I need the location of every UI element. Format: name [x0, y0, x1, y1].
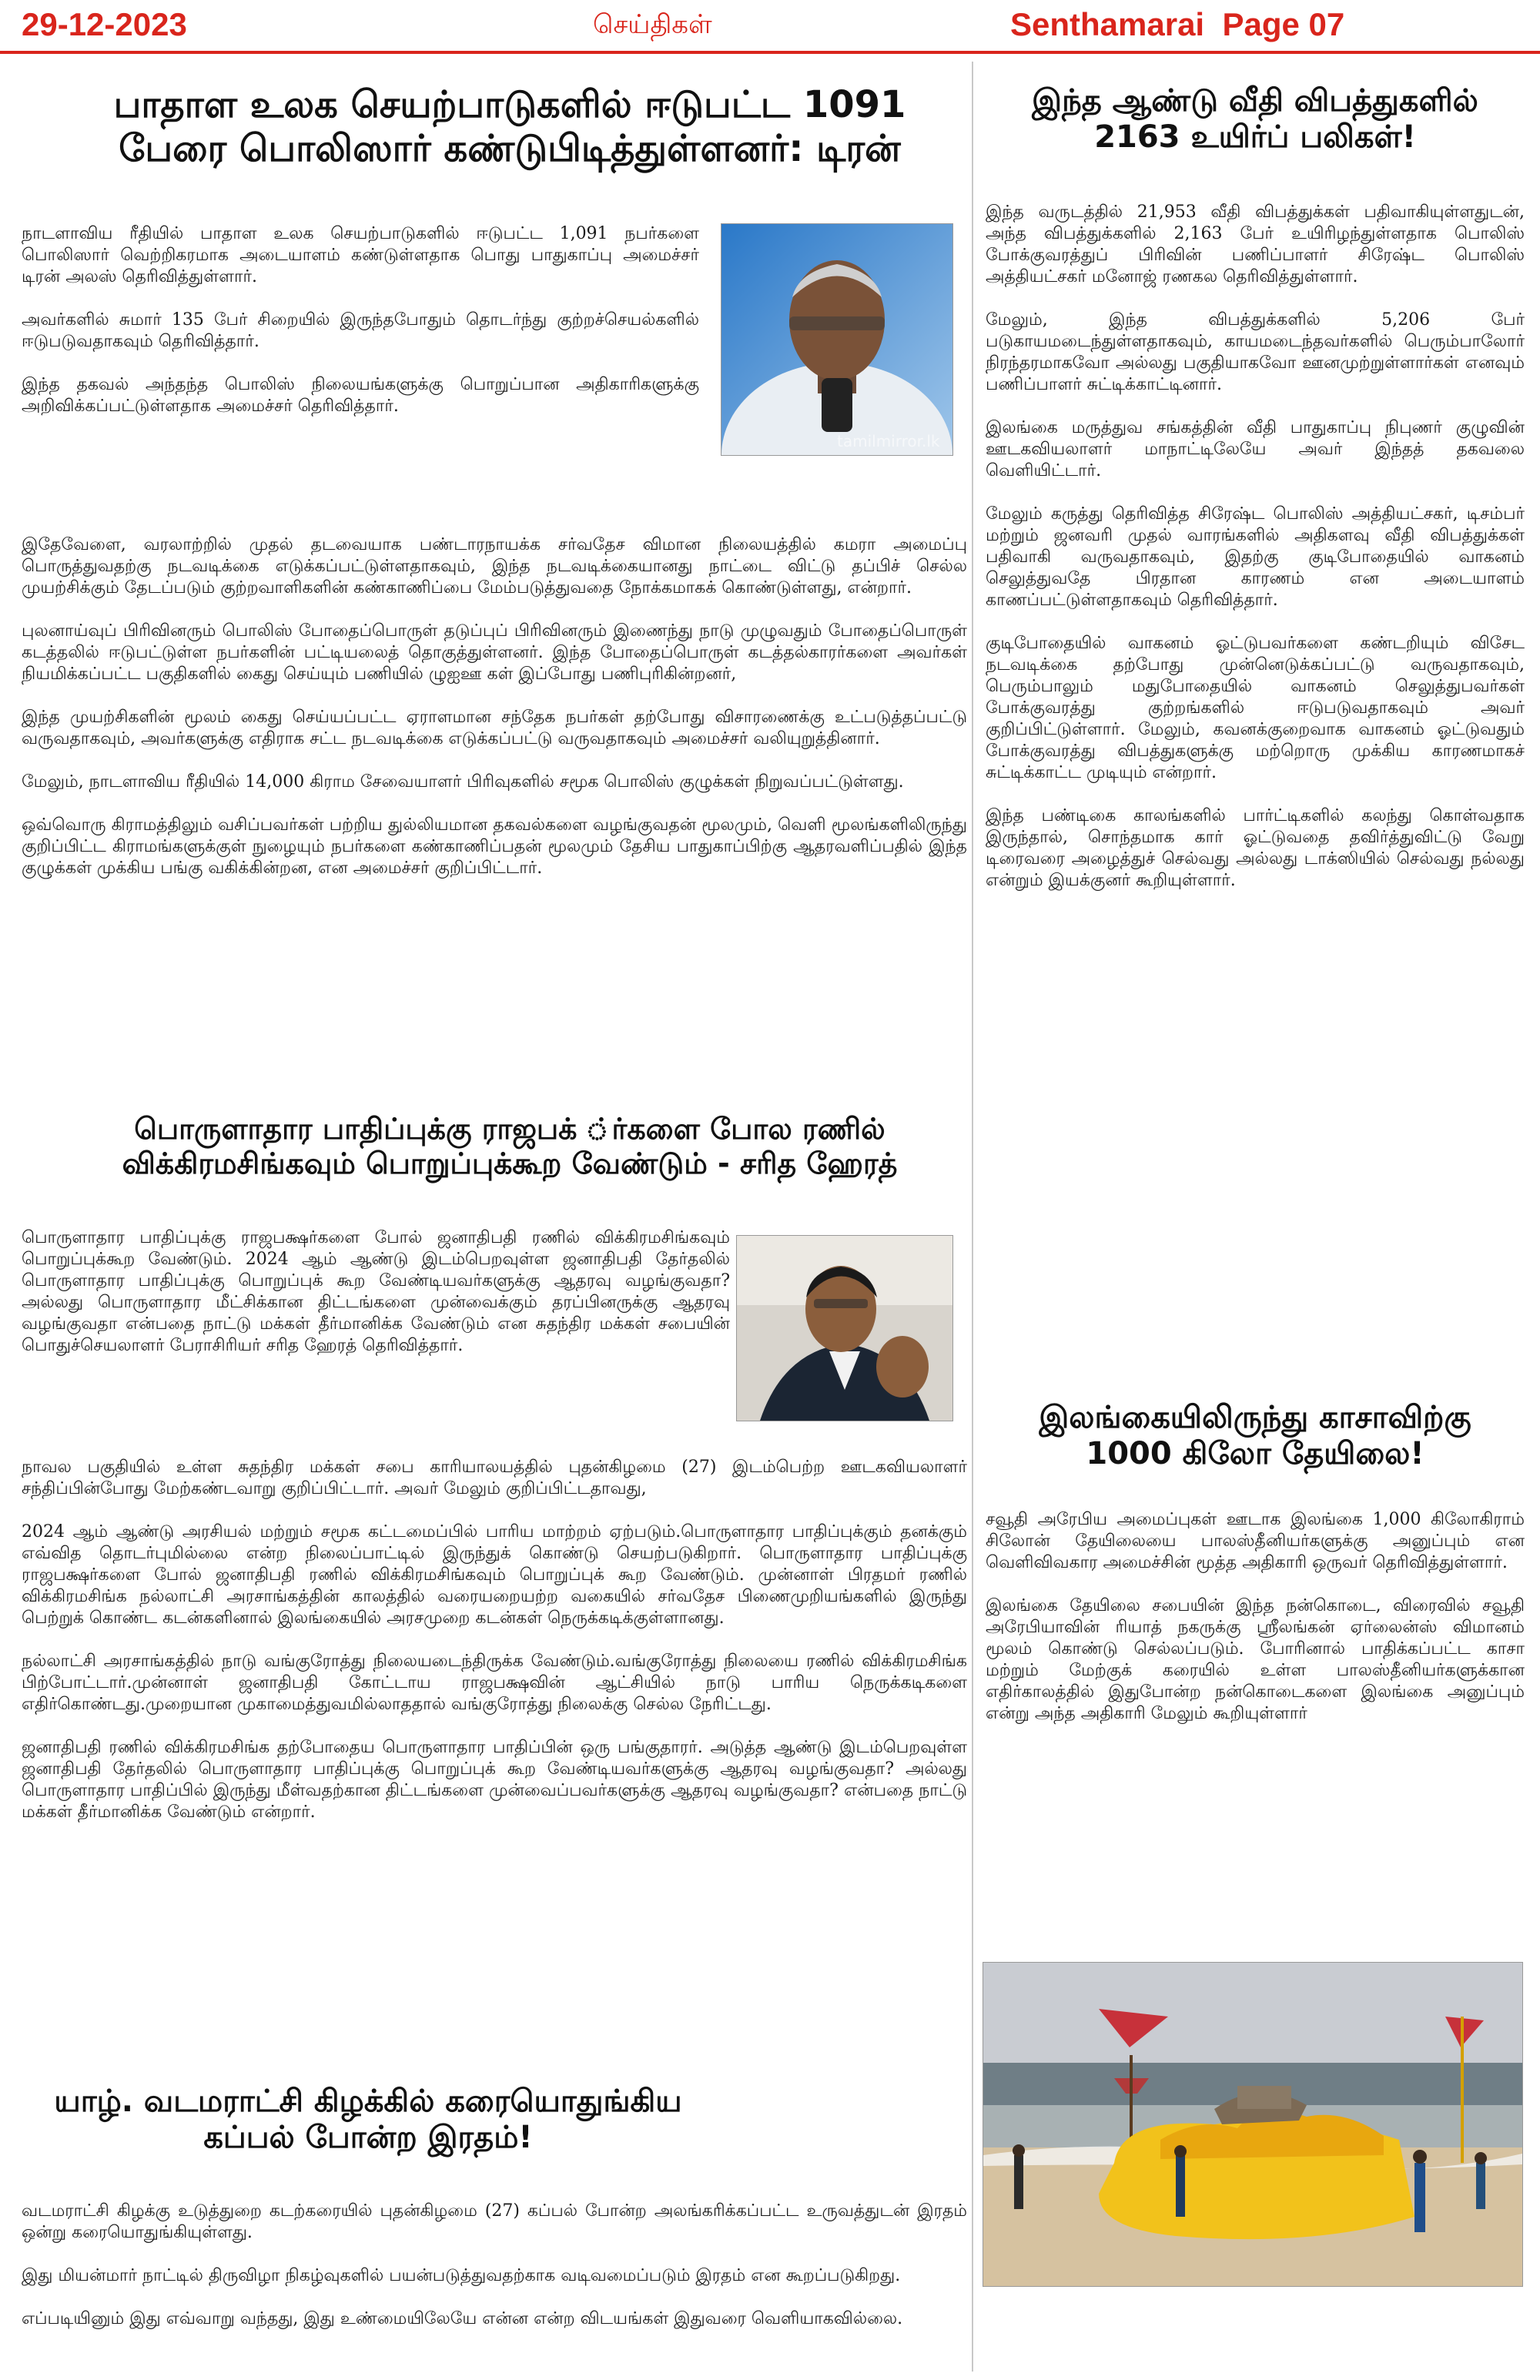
article3-body: [22, 2201, 967, 2352]
article-paragraph: இது மியன்மார் நாட்டில் திருவிழா நிகழ்வுகளில் பயன்படுத்துவதற்காக வடிவமைப்படும் இரதம் என கூறப்படுகிறது.: [22, 2266, 901, 2285]
page-header: [0, 0, 1540, 55]
article-underworld-arrests: [22, 83, 967, 170]
article-paragraph: நல்லாட்சி அரசாங்கத்தில் நாடு வங்குரோத்து நிலையடைந்திருக்க வேண்டும்.வங்குரோத்து நிலையை ரணில் விக்கிரமசிங்க பிற்போட்டார்.முன்னாள் ஜனாதிபதி கோட்டாய ராஜபக்ஷவின் ஆட்சியில் நாடு பாரிய நெருக்கடிகளை எதிர்கொண்டது.முறையான முகாமைத்துவமில்லாததால் வங்குரோத்து நிலைக்கு செல்ல நேரிட்டது.: [22, 1652, 967, 1714]
article-paragraph: நாடளாவிய ரீதியில் பாதாள உலக செயற்பாடுகளில் ஈடுபட்ட 1,091 நபர்களை பொலிஸார் வெற்றிகரமாக அடையாளம் கண்டுள்ளதாக பொது பாதுகாப்பு அமைச்சர் டிரன் அலஸ் தெரிவித்துள்ளார்.: [22, 224, 699, 286]
header-rule: [0, 51, 1540, 54]
article-paragraph: மேலும், இந்த விபத்துக்களில் 5,206 பேர் படுகாயமடைந்துள்ளதாகவும், காயமடைந்தவர்களில் பெரும்பாலோர் நிரந்தரமாகவோ அல்லது பகுதியாகவோ ஊனமுற்றுள்ளார்கள் எனவும் பணிப்பாளர் சுட்டிக்காட்டினார்.: [986, 310, 1525, 394]
article-paragraph: வடமராட்சி கிழக்கு உடுத்துறை கடற்கரையில் புதன்கிழமை (27) கப்பல் போன்ற அலங்கரிக்கப்பட்ட உருவத்துடன் இரதம் ஒன்று கரையொதுங்கியுள்ளது.: [22, 2201, 967, 2242]
professor-portrait-image: [737, 1236, 952, 1421]
article-stranded-chariot: [22, 2084, 715, 2156]
article-paragraph: இந்த முயற்சிகளின் மூலம் கைது செய்யப்பட்ட ஏராளமான சந்தேக நபர்கள் தற்போது விசாரணைக்கு உட்படுத்தப்பட்டு வருவதாகவும், அவர்களுக்கு எதிராக சட்ட நடவடிக்கை எடுக்கப்பட்டு வருவதாகவும் அமைச்சர் வலியுறுத்தினார்.: [22, 708, 967, 748]
article-headline: யாழ். வடமராட்சி கிழக்கில் கரையொதுங்கிய கப்பல் போன்ற இரதம்!: [54, 2084, 682, 2156]
article-paragraph: எப்படியினும் இது எவ்வாறு வந்தது, இது உண்மையிலேயே என்ன என்ற விடயங்கள் இதுவரை வெளியாகவில்லை.: [22, 2309, 903, 2328]
article-paragraph: நாவல பகுதியில் உள்ள சுதந்திர மக்கள் சபை காரியாலயத்தில் புதன்கிழமை (27) இடம்பெற்ற ஊடகவியலாளர் சந்திப்பின்போது மேற்கண்டவாறு குறிப்பிட்டார். அவர் மேலும் குறிப்பிட்டதாவது,: [22, 1458, 967, 1498]
article-paragraph: 2024 ஆம் ஆண்டு அரசியல் மற்றும் சமூக கட்டமைப்பில் பாரிய மாற்றம் ஏற்படும்.பொருளாதார பாதிப்புக்கும் தனக்கும் எவ்வித தொடர்புமில்லை என்ற நிலைப்பாட்டில் இருந்துக் கொண்டு செயற்படுகிறார். பொருளாதார பாதிப்புக்கு ராஜபக்ஷர்களை போல் ஜனாதிபதி ரணில் விக்கிரமசிங்கவும் பொறுப்புக் கூற வேண்டும். முன்னாள் பிரதமர் ரணில் விக்கிரமசிங்க நல்லாட்சி அரசாங்கத்தின் காலத்தில் வரையறையற்ற வகையில் சர்வதேச பிணைமுறியங்களில் இருந்து பெற்றுக் கொண்ட கடன்களினால் இலங்கையில் அரசமுறை கடன்கள் நெருக்கடிக்குள்ளானது.: [22, 1522, 967, 1628]
article-paragraph: குடிபோதையில் வாகனம் ஓட்டுபவர்களை கண்டறியும் விசேட நடவடிக்கை தற்போது முன்னெடுக்கப்பட்டு வருவதாகவும், பெரும்பாலும் மதுபோதையில் வாகனம் செலுத்துபவர்கள் போக்குவரத்து குற்றங்களில் ஈடுபடுவதாகவும் அவர் குறிப்பிட்டுள்ளார். மேலும், கவனக்குறைவாக வாகனம் ஓட்டுவதும் போக்குவரத்து விபத்துகளுக்கு மற்றொரு முக்கிய காரணமாகச் சுட்டிக்காட்ட முடியும் என்றார்.: [986, 634, 1525, 782]
article2-body-bottom: [22, 1457, 967, 1845]
article2-body-top: [22, 1227, 730, 1378]
article-paragraph: இந்த வருடத்தில் 21,953 வீதி விபத்துக்கள் பதிவாகியுள்ளதுடன், அந்த விபத்துக்களில் 2,163 பேர் உயிரிழந்துள்ளதாக பொலிஸ் போக்குவரத்துப் பிரிவின் பணிப்பாளர் சிரேஷ்ட பொலிஸ் அத்தியட்சகர் மனோஜ் ரணகல தெரிவித்துள்ளார்.: [986, 203, 1525, 286]
article-headline: பாதாள உலக செயற்பாடுகளில் ஈடுபட்ட 1091 பேரை பொலிஸார் கண்டுபிடித்துள்ளனர்: டிரன்: [113, 83, 906, 170]
article-paragraph: இதேவேளை, வரலாற்றில் முதல் தடவையாக பண்டாரநாயக்க சர்வதேச விமான நிலையத்தில் கமரா அமைப்பு பொருத்துவதற்கு நடவடிக்கை எடுக்கப்பட்டுள்ளதாகவும், இந்த நடவடிக்கையானது நாட்டை விட்டு தப்பிச் செல்ல முயற்சிக்கும் தேடப்படும் குற்றவாளிகளின் கண்காணிப்பை மேம்படுத்துவதை நோக்கமாகக் கொண்டுள்ளது, என்றார்.: [22, 535, 967, 598]
article-paragraph: அவர்களில் சுமார் 135 பேர் சிறையில் இருந்தபோதும் தொடர்ந்து குற்றச்செயல்களில் ஈடுபடுவதாகவும் தெரிவித்தார்.: [22, 310, 699, 351]
article-paragraph: மேலும், நாடளாவிய ரீதியில் 14,000 கிராம சேவையாளர் பிரிவுகளில் சமூக பொலிஸ் குழுக்கள் நிறுவப்பட்டுள்ளது.: [22, 772, 904, 792]
article1-body-bottom: [22, 534, 967, 901]
article4-body: [986, 202, 1525, 913]
minister-photo: [721, 223, 953, 456]
article-paragraph: புலனாய்வுப் பிரிவினரும் பொலிஸ் போதைப்பொருள் தடுப்புப் பிரிவினரும் இணைந்து நாடு முழுவதும் போதைப்பொருள் கடத்தலில் ஈடுபட்டுள்ள நபர்களின் பட்டியலைத் தொகுத்துள்ளனர். இந்த போதைப்பொருள் கடத்தல்காரர்களை அவர்கள் நியமிக்கப்பட்ட பகுதிகளில் கைது செய்யும் பணியில் ழுஐஊ கள் இப்போது பணிபுரிகின்றனர்,: [22, 621, 967, 684]
article-paragraph: இந்த பண்டிகை காலங்களில் பார்ட்டிகளில் கலந்து கொள்வதாக இருந்தால், சொந்தமாக கார் ஓட்டுவதை தவிர்த்துவிட்டு வேறு டிரைவரை அழைத்துச் செல்வது அல்லது டாக்ஸியில் செல்வது நல்லது என்றும் இயக்குனர் கூறியுள்ளார்.: [986, 806, 1525, 890]
article-paragraph: இந்த தகவல் அந்தந்த பொலிஸ் நிலையங்களுக்கு பொறுப்பான அதிகாரிகளுக்கு அறிவிக்கப்பட்டுள்ளதாக அமைச்சர் தெரிவித்தார்.: [22, 375, 699, 416]
professor-photo: [736, 1235, 953, 1421]
chariot-on-beach-image: [983, 1963, 1522, 2286]
minister-portrait-image: [721, 224, 952, 455]
article-paragraph: மேலும் கருத்து தெரிவித்த சிரேஷ்ட பொலிஸ் அத்தியட்சகர், டிசம்பர் மற்றும் ஜனவரி முதல் வாரங்களில் அதிகளவு வீதி விபத்துக்கள் பதிவாகி வருவதாகவும், இதற்கு குடிபோதையில் வாகனம் செலுத்துவதே பிரதான காரணம் என அடையாளம் காணப்பட்டுள்ளதாகவும் தெரிவித்தார்.: [986, 504, 1525, 610]
section-label: செய்திகள்: [593, 9, 712, 40]
article-headline: இலங்கையிலிருந்து காசாவிற்கு 1000 கிலோ தேயிலை!: [1039, 1400, 1471, 1472]
article-headline: இந்த ஆண்டு வீதி விபத்துகளில் 2163 உயிர்ப் பலிகள்!: [1032, 83, 1478, 156]
article-paragraph: ஜனாதிபதி ரணில் விக்கிரமசிங்க தற்போதைய பொருளாதார பாதிப்பின் ஒரு பங்குதாரர். அடுத்த ஆண்டு இடம்பெறவுள்ள ஜனாதிபதி தேர்தலில் பொருளாதார பாதிப்புக்கு பொறுப்புக் கூற வேண்டியவர்களுக்கு ஆதரவு வழங்குவதா? அல்லது பொருளாதார பாதிப்பில் இருந்து மீள்வதற்கான திட்டங்களை முன்வைப்பவர்களுக்கு ஆதரவு வழங்குவதா? என்பதை நாட்டு மக்கள் தீர்மானிக்க வேண்டும் என்றார்.: [22, 1738, 967, 1822]
article-tea-to-gaza: [986, 1400, 1525, 1472]
article-paragraph: பொருளாதார பாதிப்புக்கு ராஜபக்ஷர்களை போல் ஜனாதிபதி ரணில் விக்கிரமசிங்கவும் பொறுப்புக்கூற வேண்டும். 2024 ஆம் ஆண்டு இடம்பெறவுள்ள ஜனாதிபதி தேர்தலில் பொருளாதார பாதிப்புக்கு பொறுப்புக் கூற வேண்டியவர்களுக்கு ஆதரவு வழங்குவதா? அல்லது பொருளாதார மீட்சிக்கான திட்டங்களை முன்வைக்கும் தரப்பினருக்கு ஆதரவு வழங்குவதா என்பதை நாட்டு மக்கள் தீர்மானிக்க வேண்டும் என சுதந்திர மக்கள் சபையின் பொதுச்செயலாளர் பேராசிரியர் சரித ஹேரத் தெரிவித்தார்.: [22, 1228, 730, 1355]
column-divider: [972, 62, 973, 2372]
issue-date: 29-12-2023: [22, 6, 187, 42]
article-paragraph: சவூதி அரேபிய அமைப்புகள் ஊடாக இலங்கை 1,000 கிலோகிராம் சிலோன் தேயிலையை பாலஸ்தீனியர்களுக்கு அனுப்பும் என வெளிவிவகார அமைச்சின் மூத்த அதிகாரி ஒருவர் தெரிவித்துள்ளார்.: [986, 1510, 1525, 1572]
article-economic-accountability: [22, 1112, 967, 1181]
masthead-page-number: Senthamarai Page 07: [1010, 6, 1345, 42]
article-paragraph: ஒவ்வொரு கிராமத்திலும் வசிப்பவர்கள் பற்றிய துல்லியமான தகவல்களை வழங்குவதன் மூலமும், வெளி மூலங்களிலிருந்து குறிப்பிட்ட கிராமங்களுக்குள் நுழையும் நபர்களை கண்காணிப்பதன் மூலமும் தேசிய பாதுகாப்பிற்கு ஆதரவளிப்பதில் இந்த குழுக்கள் முக்கிய பங்கு வகிக்கின்றன, என அமைச்சர் குறிப்பிட்டார்.: [22, 815, 967, 878]
photo-watermark: tamilmirror.lk: [837, 432, 940, 450]
article-paragraph: இலங்கை மருத்துவ சங்கத்தின் வீதி பாதுகாப்பு நிபுணர் குழுவின் ஊடகவியலாளர் மாநாட்டிலேயே அவர் இந்தத் தகவலை வெளியிட்டார்.: [986, 418, 1525, 480]
article-road-accidents: [986, 83, 1525, 156]
article1-body-top: [22, 223, 699, 439]
stranded-chariot-photo: [983, 1962, 1523, 2287]
article-headline: பொருளாதார பாதிப்புக்கு ராஜபக் ்ர்களை போல ரணில் விக்கிரமசிங்கவும் பொறுப்புக்கூற வேண்டும் - சரித ஹேரத்: [122, 1112, 898, 1180]
article-paragraph: இலங்கை தேயிலை சபையின் இந்த நன்கொடை, விரைவில் சவூதி அரேபியாவின் ரியாத் நகருக்கு ஸ்ரீலங்கன் ஏர்லைன்ஸ் விமானம் மூலம் கொண்டு செல்லப்படும். போரினால் பாதிக்கப்பட்ட காசா மற்றும் மேற்குக் கரையில் உள்ள பாலஸ்தீனியர்களுக்கான எதிர்காலத்தில் இதுபோன்ற நன்கொடைகளை இலங்கை அனுப்பும் என்று அந்த அதிகாரி மேலும் கூறியுள்ளார்: [986, 1596, 1525, 1723]
article5-body: [986, 1509, 1525, 1746]
